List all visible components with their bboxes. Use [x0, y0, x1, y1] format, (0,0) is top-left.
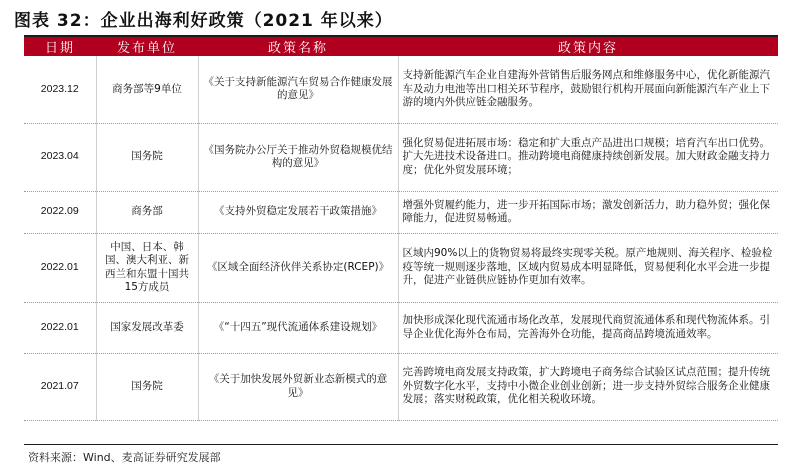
- cell-policy-content: 强化贸易促进拓展市场：稳定和扩大重点产品进出口规模；培育汽车出口优势。扩大先进技术设备进口。推动跨境电商健康持续创新发展。加大财政金融支持力度；优化外贸发展环境；: [398, 123, 778, 191]
- cell-date: 2021.07: [24, 353, 96, 420]
- cell-policy-content: 支持新能源汽车企业自建海外营销售后服务网点和维修服务中心，优化新能源汽车及动力电池等出口相关环节程序，鼓励银行机构开展面向新能源汽车产业上下游的境内外供应链金融服务。: [398, 56, 778, 123]
- cell-policy-name: 《区域全面经济伙伴关系协定(RCEP)》: [198, 233, 398, 302]
- cell-policy-name: 《关于支持新能源汽车贸易合作健康发展的意见》: [198, 56, 398, 123]
- header-policy-content: 政策内容: [398, 37, 778, 56]
- header-issuer: 发布单位: [96, 37, 198, 56]
- cell-date: 2022.01: [24, 302, 96, 353]
- cell-policy-content: 增强外贸履约能力，进一步开拓国际市场；激发创新活力，助力稳外贸；强化保障能力，促进贸易畅通。: [398, 191, 778, 233]
- cell-issuer: 中国、日本、韩国、澳大利亚、新西兰和东盟十国共15方成员: [96, 233, 198, 302]
- header-policy-name: 政策名称: [198, 37, 398, 56]
- table-row: [24, 123, 778, 191]
- header-date: 日期: [24, 37, 96, 56]
- cell-policy-content: 区域内90%以上的货物贸易将最终实现零关税。原产地规则、海关程序、检验检疫等统一规则逐步落地，区域内贸易成本明显降低，贸易便利化水平会进一步提升，促进产业链供应链协作更加有效率。: [398, 233, 778, 302]
- table-row: [24, 56, 778, 123]
- cell-policy-name: 《关于加快发展外贸新业态新模式的意见》: [198, 353, 398, 420]
- figure-title: 图表 32：企业出海利好政策（2021 年以来）: [14, 11, 393, 31]
- cell-issuer: 国务院: [96, 123, 198, 191]
- policy-table: [24, 37, 778, 421]
- cell-policy-content: 完善跨境电商发展支持政策，扩大跨境电子商务综合试验区试点范围；提升传统外贸数字化水平，支持中小微企业创业创新；进一步支持外贸综合服务企业健康发展；落实财税政策，优化相关税收环境。: [398, 353, 778, 420]
- cell-date: 2023.12: [24, 56, 96, 123]
- cell-policy-name: 《国务院办公厅关于推动外贸稳规模优结构的意见》: [198, 123, 398, 191]
- cell-issuer: 商务部等9单位: [96, 56, 198, 123]
- bottom-rule: [24, 444, 778, 445]
- cell-policy-content: 加快形成深化现代流通市场化改革，发展现代商贸流通体系和现代物流体系。引导企业优化海外仓布局，完善海外仓功能，提高商品跨境流通效率。: [398, 302, 778, 353]
- table-row: [24, 191, 778, 233]
- cell-policy-name: 《支持外贸稳定发展若干政策措施》: [198, 191, 398, 233]
- cell-date: 2022.01: [24, 233, 96, 302]
- cell-date: 2022.09: [24, 191, 96, 233]
- cell-issuer: 国务院: [96, 353, 198, 420]
- table-row: [24, 233, 778, 302]
- source-note: 资料来源：Wind、麦高证券研究发展部: [28, 451, 221, 464]
- cell-issuer: 商务部: [96, 191, 198, 233]
- cell-date: 2023.04: [24, 123, 96, 191]
- table-row: [24, 353, 778, 420]
- table-row: [24, 302, 778, 353]
- table-header-row: [24, 37, 778, 56]
- cell-issuer: 国家发展改革委: [96, 302, 198, 353]
- cell-policy-name: 《“十四五”现代流通体系建设规划》: [198, 302, 398, 353]
